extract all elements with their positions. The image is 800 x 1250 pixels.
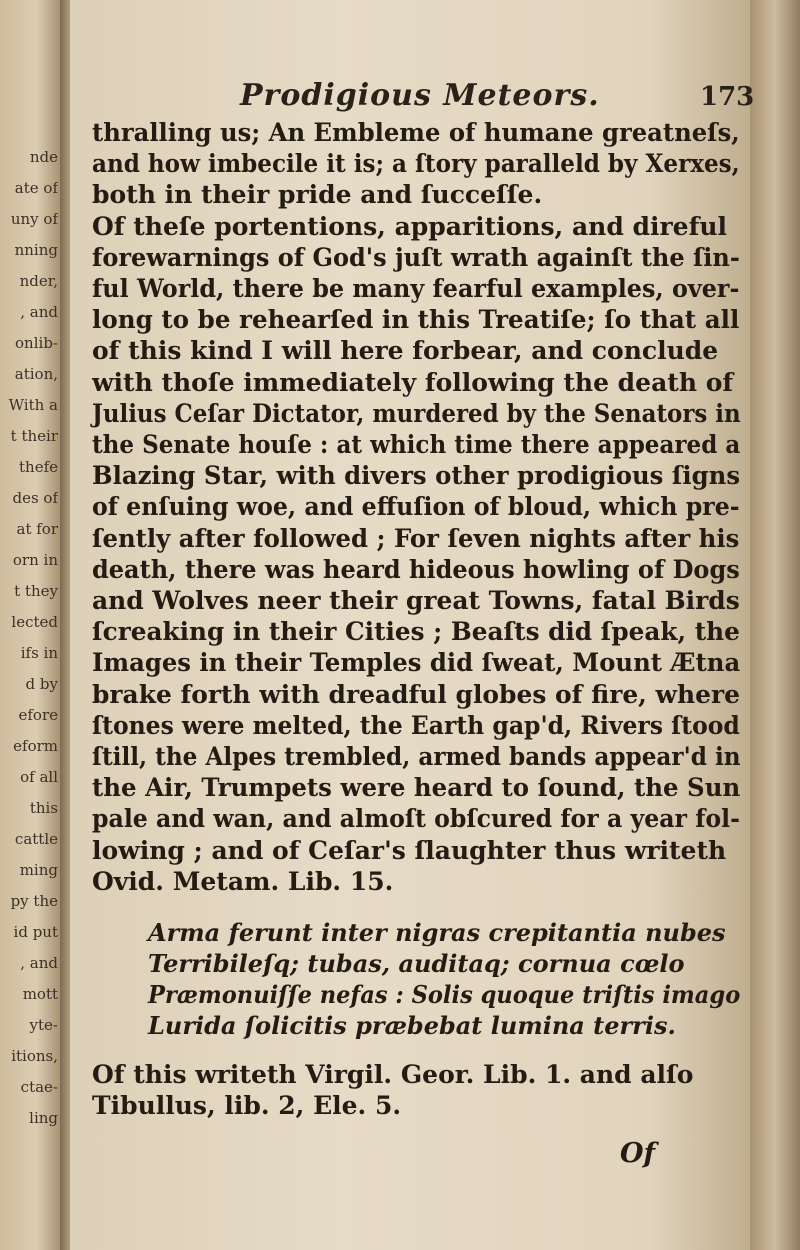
facing-page-fragment: yte- — [29, 1016, 58, 1034]
facing-page-fragment: nde — [29, 148, 58, 166]
facing-page-fragment: lected — [11, 613, 58, 631]
facing-page-fragment: nning — [14, 241, 58, 259]
text-line: pale and wan, and almoſt obſcured for a year fol- — [92, 804, 740, 834]
facing-page-fragment: ifs in — [20, 644, 58, 662]
running-header-title: Prodigious Meteors. — [240, 78, 600, 113]
facing-page-fragment: this — [29, 799, 58, 817]
text-line: and how imbecile it is; a ſtory paralleld by Xerxes, — [92, 149, 740, 179]
text-line: Blazing Star, with divers other prodigious ſigns — [92, 461, 741, 491]
text-line: ſtones were melted, the Earth gap'd, Rivers ſtood — [92, 710, 740, 740]
text-line: and Wolves neer their great Towns, fatal Birds — [92, 586, 740, 615]
facing-page-fragment: ling — [29, 1109, 58, 1127]
facing-page-fragment: at for — [16, 520, 58, 538]
verse-line: Lurida ſolicitis præbebat lumina terris. — [148, 1011, 676, 1040]
text-line: Images in their Temples did ſweat, Mount Ætna — [92, 648, 741, 678]
page-number: 173 — [700, 82, 755, 112]
facing-page-fragment: mott — [22, 985, 58, 1003]
text-line: with thoſe immediately following the death of — [92, 367, 734, 397]
text-line: Tibullus, lib. 2, Ele. 5. — [92, 1091, 402, 1120]
facing-page-fragment: itions, — [11, 1047, 58, 1065]
text-line: ſently after followed ; For ſeven nights after his — [92, 523, 740, 553]
facing-page-fragment: uny of — [10, 210, 58, 228]
facing-page-fragment: nder, — [19, 272, 58, 290]
text-line: death, there was heard hideous howling of Dogs — [92, 554, 740, 584]
facing-page-fragment: , and — [20, 303, 58, 321]
verse-line: Præmonuiſſe nefas : Solis quoque triſtis imago — [148, 980, 741, 1009]
facing-page-fragment: t their — [10, 427, 58, 445]
page-edge-right — [750, 0, 800, 1250]
text-line: both in their pride and ſucceſſe. — [92, 180, 543, 210]
facing-page-fragment: id put — [13, 923, 58, 941]
text-line: brake forth with dreadful globes of fire, where — [92, 679, 740, 709]
verse-line: Terribileſq; tubas, auditaq; cornua cœlo — [148, 949, 685, 978]
text-line: of enſuing woe, and effuſion of bloud, which pre- — [92, 492, 740, 522]
facing-page-fragment: eform — [13, 737, 58, 755]
text-line: Of this writeth Virgil. Geor. Lib. 1. and alſo — [92, 1060, 694, 1089]
facing-page-fragment: of all — [20, 768, 58, 786]
facing-page-fragment: ation, — [14, 365, 58, 383]
book-gutter — [60, 0, 70, 1250]
facing-page-fragment: py the — [10, 892, 58, 910]
text-line: ful World, there be many fearful examples, over- — [92, 274, 740, 303]
facing-page-fragment: orn in — [12, 551, 58, 569]
facing-page-fragment: t they — [14, 582, 58, 600]
facing-page-edge — [0, 0, 60, 1250]
text-line: of this kind I will here forbear, and conclude — [92, 336, 719, 366]
text-line: the Air, Trumpets were heard to ſound, the Sun — [92, 773, 741, 803]
facing-page-fragment: ctae- — [20, 1078, 58, 1096]
facing-page-fragment: ate of — [14, 179, 58, 197]
catchword: Of — [620, 1138, 656, 1169]
facing-page-fragment: thefe — [19, 458, 58, 476]
text-line: lowing ; and of Ceſar's ſlaughter thus writeth — [92, 835, 727, 865]
text-line: long to be rehearſed in this Treatiſe; ſo that all — [92, 305, 740, 335]
facing-page-fragment: With a — [8, 396, 58, 414]
facing-page-fragment: cattle — [14, 830, 58, 848]
facing-page-fragment: onlib- — [15, 334, 58, 352]
facing-page-fragment: efore — [18, 706, 58, 724]
facing-page-fragment: ming — [19, 861, 58, 879]
text-line: ſtill, the Alpes trembled, armed bands appear'd in — [92, 742, 741, 771]
text-line: thralling us; An Embleme of humane greatneſs, — [92, 118, 740, 147]
facing-page-fragment: d by — [25, 675, 58, 693]
text-line: Of theſe portentions, apparitions, and direful — [92, 211, 728, 241]
text-line: ſcreaking in their Cities ; Beaſts did ſpeak, the — [92, 617, 740, 647]
facing-page-fragment: , and — [20, 954, 58, 972]
facing-page-fragment: des of — [12, 489, 58, 507]
verse-line: Arma ferunt inter nigras crepitantia nubes — [148, 918, 726, 947]
text-line: forewarnings of God's juſt wrath againſt the ſin- — [92, 242, 740, 272]
text-line: the Senate houſe : at which time there appeared a — [92, 430, 741, 459]
text-line: Ovid. Metam. Lib. 15. — [92, 866, 394, 896]
text-line: Julius Ceſar Dictator, murdered by the Senators in — [92, 398, 741, 428]
